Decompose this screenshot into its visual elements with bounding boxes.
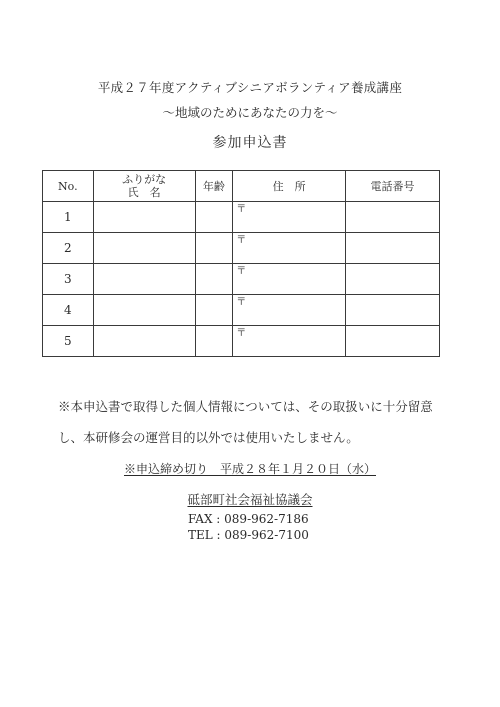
age-cell[interactable] — [195, 233, 233, 264]
age-cell[interactable] — [195, 264, 233, 295]
row-number: 5 — [43, 326, 94, 357]
name-cell[interactable] — [93, 202, 195, 233]
address-cell[interactable] — [233, 233, 346, 264]
table-row — [43, 202, 440, 233]
postal-mark-icon: 〒 — [236, 266, 247, 277]
address-cell[interactable] — [233, 202, 346, 233]
deadline-text: ※申込締め切り 平成２８年１月２０日（水） — [123, 462, 376, 476]
table-header-row — [43, 171, 440, 202]
tel-number: TEL : 089-962-7100 — [188, 528, 309, 542]
phone-cell[interactable] — [346, 326, 440, 357]
name-cell[interactable] — [93, 326, 195, 357]
row-number: 3 — [43, 264, 94, 295]
phone-cell[interactable] — [346, 233, 440, 264]
header-address: 住 所 — [233, 171, 346, 202]
table-row — [43, 264, 440, 295]
table-row — [43, 326, 440, 357]
age-cell[interactable] — [195, 326, 233, 357]
age-cell[interactable] — [195, 202, 233, 233]
address-cell[interactable] — [233, 264, 346, 295]
postal-mark-icon: 〒 — [236, 204, 247, 215]
phone-cell[interactable] — [346, 264, 440, 295]
document-title: 平成２７年度アクティブシニアボランティア養成講座 — [97, 80, 403, 95]
header-name-kana: ふりがな — [122, 173, 167, 186]
table-row — [43, 295, 440, 326]
postal-mark-icon: 〒 — [236, 235, 247, 246]
privacy-notice-line-1: ※本申込書で取得した個人情報については、その取扱いに十分留意 — [58, 399, 433, 414]
phone-cell[interactable] — [346, 202, 440, 233]
postal-mark-icon: 〒 — [236, 328, 247, 339]
privacy-notice-line-2: し、本研修会の運営目的以外では使用いたしません。 — [58, 430, 359, 445]
deadline-notice — [0, 460, 500, 477]
row-number: 1 — [43, 202, 94, 233]
address-cell[interactable] — [233, 326, 346, 357]
name-cell[interactable] — [93, 233, 195, 264]
form-heading: 参加申込書 — [212, 135, 288, 151]
row-number: 2 — [43, 233, 94, 264]
name-cell[interactable] — [93, 264, 195, 295]
header-name — [93, 171, 195, 202]
phone-cell[interactable] — [346, 295, 440, 326]
header-name-label: 氏 名 — [127, 186, 161, 199]
document-subtitle: ～地域のためにあなたの力を～ — [162, 105, 338, 120]
address-cell[interactable] — [233, 295, 346, 326]
table-row — [43, 233, 440, 264]
postal-mark-icon: 〒 — [236, 297, 247, 308]
organization-name-text: 砥部町社会福祉協議会 — [187, 492, 313, 507]
row-number: 4 — [43, 295, 94, 326]
header-phone: 電話番号 — [346, 171, 440, 202]
organization-name — [0, 490, 500, 508]
header-no: No. — [43, 171, 94, 202]
name-cell[interactable] — [93, 295, 195, 326]
age-cell[interactable] — [195, 295, 233, 326]
header-age: 年齢 — [195, 171, 233, 202]
fax-number: FAX : 089-962-7186 — [188, 512, 309, 526]
application-table — [42, 170, 440, 357]
